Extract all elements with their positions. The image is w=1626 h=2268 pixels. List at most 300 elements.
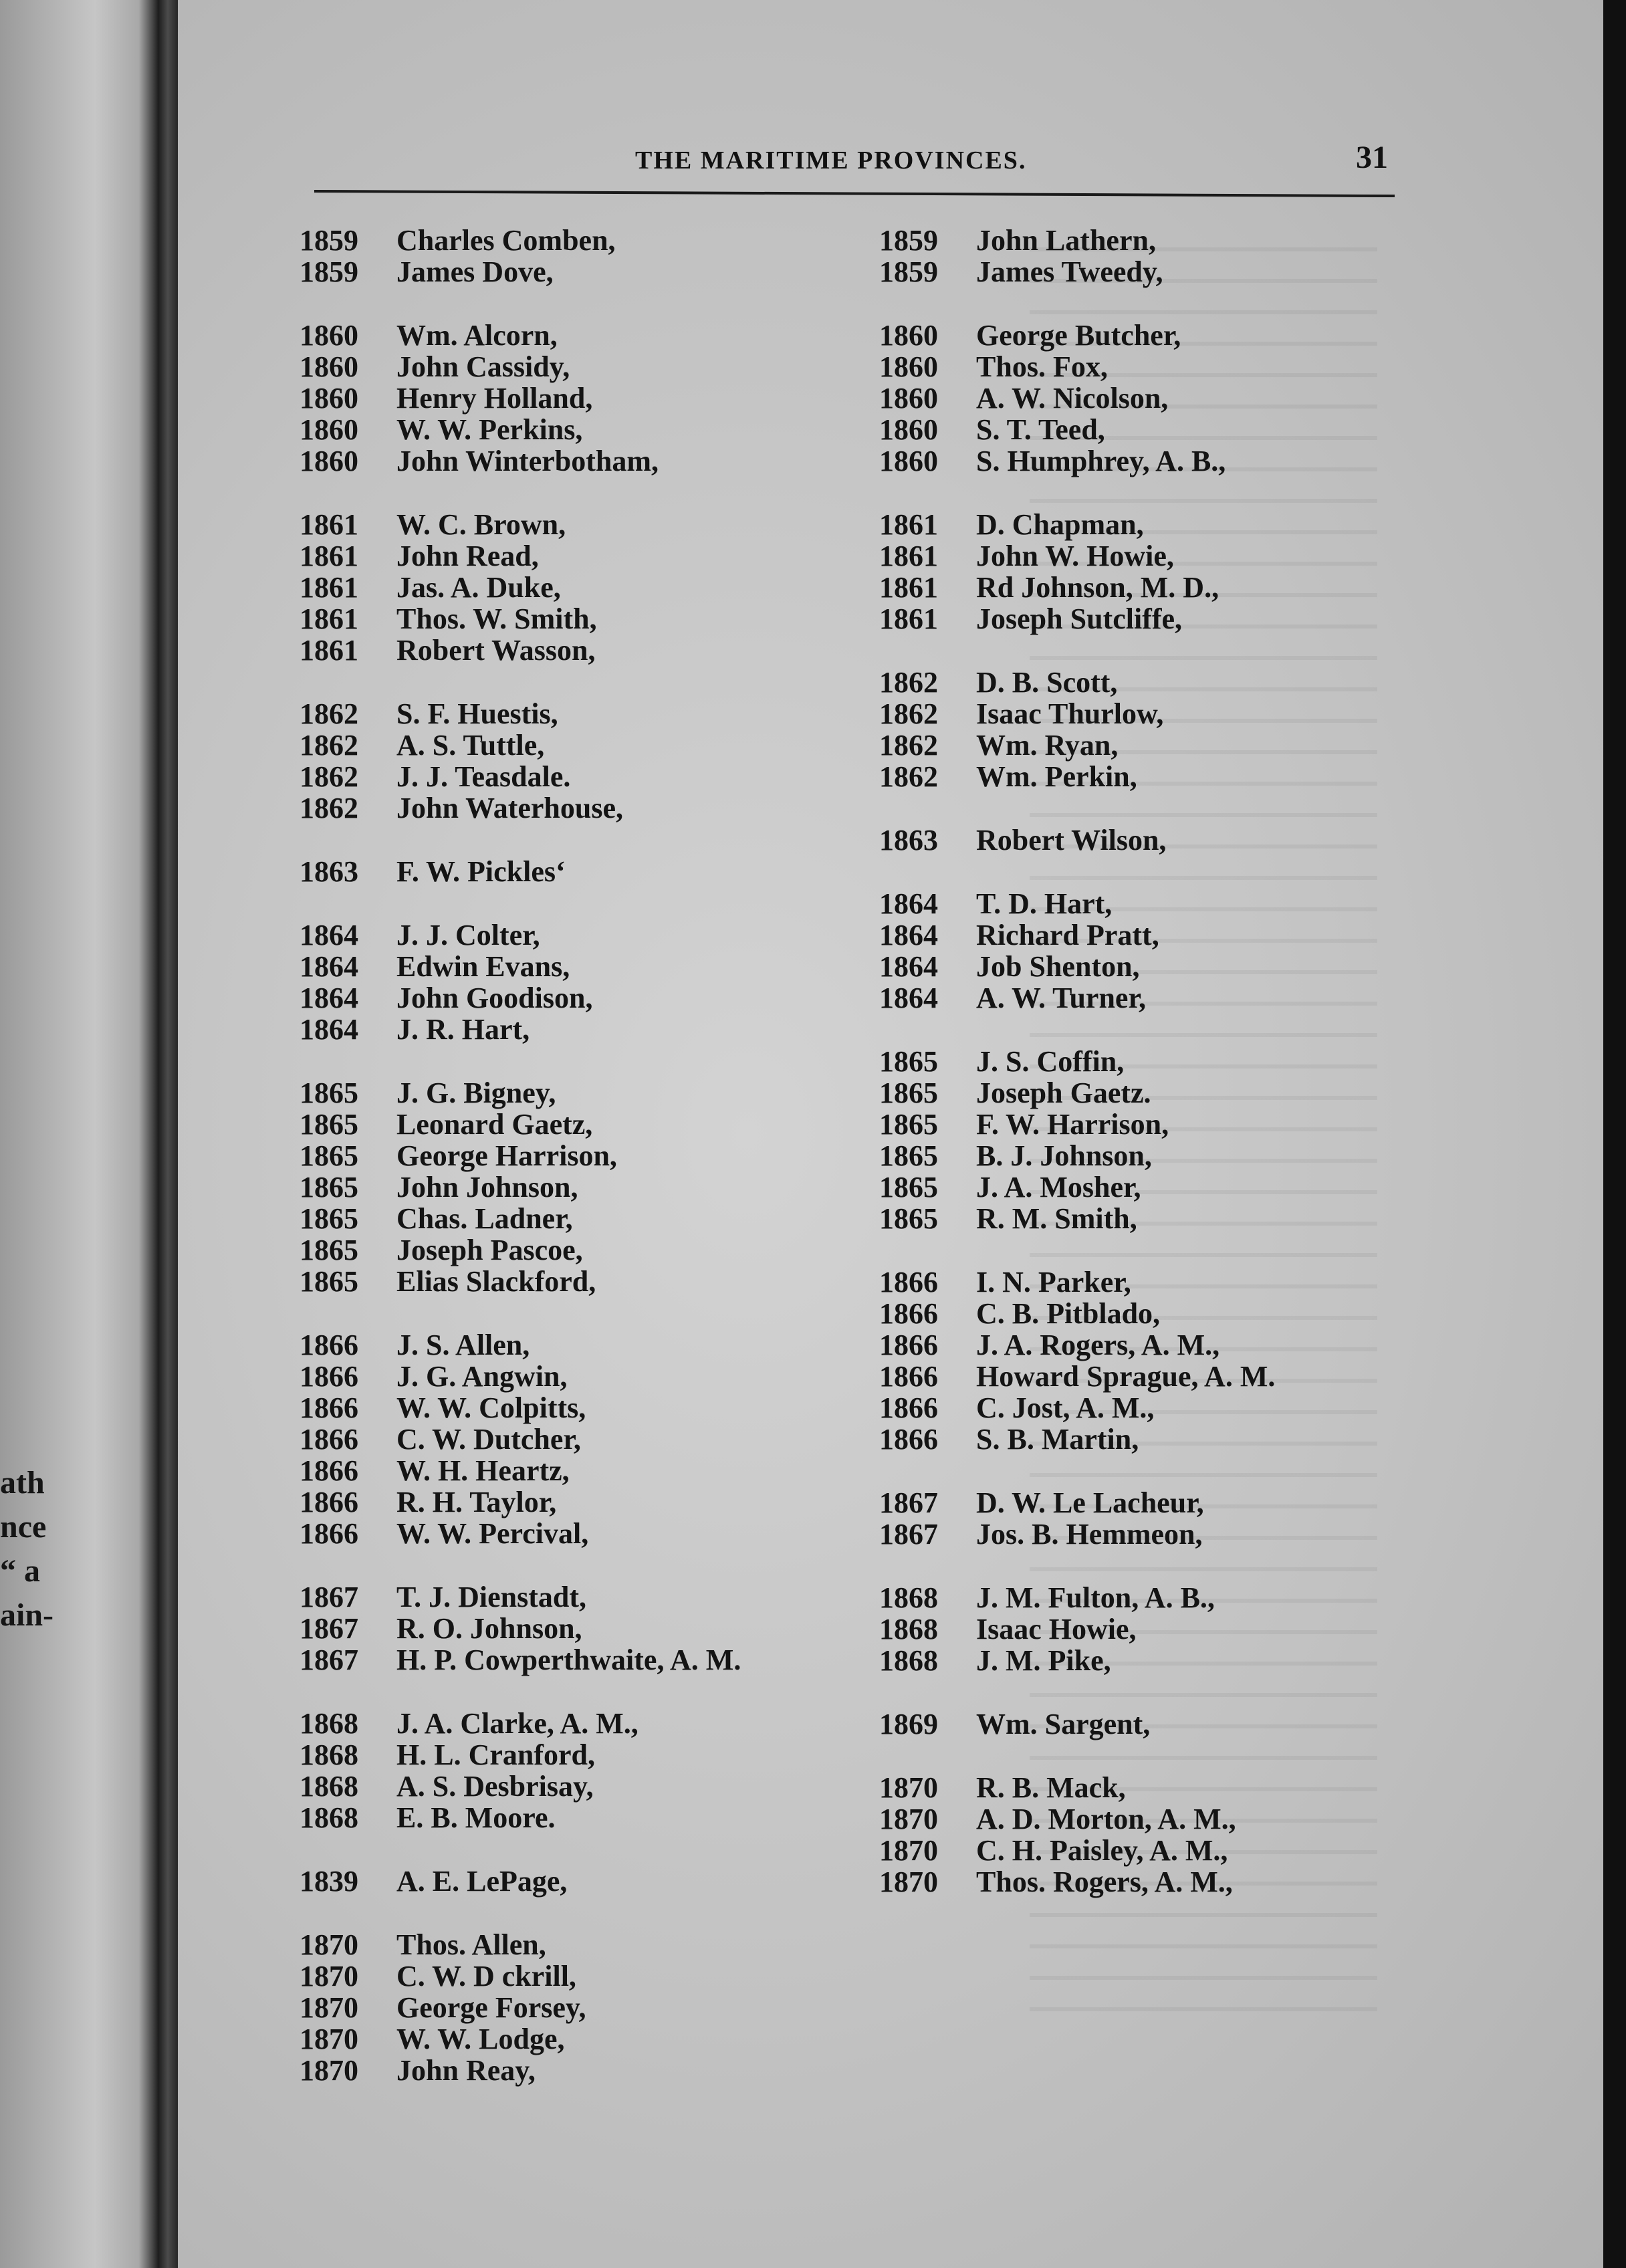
list-item <box>300 1455 741 1486</box>
entry-name: John Reay, <box>396 2054 536 2087</box>
entry-name: J. G. Angwin, <box>396 1360 568 1393</box>
entry-name: James Dove, <box>396 255 554 288</box>
list-item <box>300 856 741 887</box>
list-item <box>300 1392 741 1424</box>
entry-year: 1862 <box>300 760 358 793</box>
entry-year: 1866 <box>879 1423 938 1456</box>
entry-name: Wm. Sargent, <box>976 1708 1151 1740</box>
entry-name: John Goodison, <box>396 982 593 1014</box>
entry-year: 1870 <box>300 2023 358 2055</box>
list-item <box>300 919 741 951</box>
facing-page-fragment: ain- <box>0 1597 54 1633</box>
entry-year: 1861 <box>879 602 938 635</box>
entry-name: Isaac Howie, <box>976 1613 1137 1646</box>
entry-name: John Winterbotham, <box>396 445 659 477</box>
list-item <box>300 1644 741 1676</box>
facing-page-fragment: “ a <box>0 1553 40 1589</box>
entry-year: 1870 <box>300 1991 358 2024</box>
entry-name: D. B. Scott, <box>976 666 1118 699</box>
entry-year: 1860 <box>300 413 358 446</box>
page-number: 31 <box>1356 140 1388 175</box>
entry-year: 1866 <box>300 1486 358 1518</box>
entry-name: W. H. Heartz, <box>396 1454 570 1487</box>
entry-name: John W. Howie, <box>976 540 1174 572</box>
entry-year: 1865 <box>879 1171 938 1204</box>
entry-year: 1862 <box>879 729 938 762</box>
entry-year: 1861 <box>300 634 358 667</box>
list-item <box>879 1329 1275 1361</box>
list-item <box>879 1046 1275 1077</box>
list-item <box>300 1960 741 1992</box>
list-item <box>300 635 741 666</box>
entry-year: 1861 <box>300 571 358 604</box>
list-item <box>879 1424 1275 1455</box>
entry-name: R. B. Mack, <box>976 1771 1126 1804</box>
entry-year: 1868 <box>879 1644 938 1677</box>
entry-year: 1867 <box>879 1518 938 1551</box>
list-item <box>300 729 741 761</box>
entry-name: John Johnson, <box>396 1171 578 1204</box>
entry-year: 1864 <box>879 950 938 983</box>
list-item <box>879 1203 1275 1234</box>
list-item <box>879 1582 1275 1613</box>
entry-name: R. O. Johnson, <box>396 1612 582 1645</box>
list-item <box>879 888 1275 919</box>
entry-year: 1868 <box>879 1613 938 1646</box>
entry-name: S. Humphrey, A. B., <box>976 445 1226 477</box>
entry-year: 1861 <box>879 508 938 541</box>
entry-name: J. A. Rogers, A. M., <box>976 1329 1220 1361</box>
entry-name: W. W. Percival, <box>396 1517 589 1550</box>
entry-year: 1862 <box>300 697 358 730</box>
list-item <box>300 1329 741 1361</box>
entry-name: C. W. D ckrill, <box>396 1960 576 1993</box>
list-item <box>300 951 741 982</box>
list-item <box>879 256 1275 288</box>
entry-name: Wm. Perkin, <box>976 760 1137 793</box>
entry-name: Jas. A. Duke, <box>396 571 561 604</box>
entry-year: 1860 <box>300 319 358 352</box>
list-item <box>879 1708 1275 1740</box>
list-item <box>879 414 1275 445</box>
entry-name: Joseph Pascoe, <box>396 1234 583 1266</box>
list-item <box>300 1739 741 1771</box>
entry-name: W. W. Perkins, <box>396 413 583 446</box>
list-item <box>879 603 1275 635</box>
year-group <box>879 509 1275 635</box>
list-item <box>879 1487 1275 1518</box>
year-group <box>879 824 1275 856</box>
list-item <box>300 509 741 540</box>
list-item <box>300 1077 741 1109</box>
entry-name: James Tweedy, <box>976 255 1163 288</box>
list-item <box>300 1802 741 1833</box>
entry-name: E. B. Moore. <box>396 1801 556 1834</box>
list-item <box>879 1140 1275 1171</box>
year-group <box>879 888 1275 1014</box>
entry-year: 1866 <box>300 1329 358 1361</box>
entry-name: A. W. Nicolson, <box>976 382 1169 415</box>
year-group <box>879 320 1275 477</box>
year-group <box>879 1582 1275 1676</box>
entry-year: 1862 <box>879 697 938 730</box>
entry-name: R. M. Smith, <box>976 1202 1137 1235</box>
entry-year: 1865 <box>300 1234 358 1266</box>
entry-year: 1859 <box>300 255 358 288</box>
entry-year: 1866 <box>879 1266 938 1298</box>
entry-name: Charles Comben, <box>396 224 616 257</box>
entry-name: J. A. Clarke, A. M., <box>396 1707 638 1740</box>
entry-name: C. B. Pitblado, <box>976 1297 1161 1330</box>
list-item <box>879 1866 1275 1898</box>
entry-year: 1870 <box>300 1960 358 1993</box>
list-item <box>879 351 1275 382</box>
entry-year: 1864 <box>300 982 358 1014</box>
entry-year: 1864 <box>300 950 358 983</box>
year-group <box>879 1266 1275 1455</box>
list-item <box>300 351 741 382</box>
list-item <box>300 1266 741 1297</box>
year-group <box>300 698 741 824</box>
list-item <box>300 1708 741 1739</box>
entry-name: B. J. Johnson, <box>976 1139 1152 1172</box>
list-item <box>300 382 741 414</box>
list-item <box>300 792 741 824</box>
list-item <box>300 414 741 445</box>
entry-name: T. D. Hart, <box>976 887 1113 920</box>
entry-year: 1862 <box>879 760 938 793</box>
entry-name: Thos. Allen, <box>396 1928 546 1961</box>
list-item <box>300 1992 741 2023</box>
entry-year: 1860 <box>879 445 938 477</box>
list-item <box>300 256 741 288</box>
entry-year: 1864 <box>879 919 938 951</box>
entry-year: 1861 <box>300 508 358 541</box>
entry-year: 1860 <box>879 319 938 352</box>
entry-name: Thos. W. Smith, <box>396 602 597 635</box>
list-item <box>879 1613 1275 1645</box>
list-item <box>879 824 1275 856</box>
entry-year: 1860 <box>879 350 938 383</box>
list-item <box>300 1234 741 1266</box>
year-group <box>300 1581 741 1676</box>
entry-name: J. S. Coffin, <box>976 1045 1125 1078</box>
list-item <box>300 1771 741 1802</box>
entry-name: Joseph Gaetz. <box>976 1076 1151 1109</box>
entry-name: A. S. Desbrisay, <box>396 1770 594 1803</box>
list-item <box>879 1361 1275 1392</box>
entry-name: J. M. Pike, <box>976 1644 1111 1677</box>
list-item <box>300 1581 741 1613</box>
entry-name: C. Jost, A. M., <box>976 1391 1155 1424</box>
entry-name: Edwin Evans, <box>396 950 570 983</box>
entry-year: 1870 <box>879 1834 938 1867</box>
entry-name: J. G. Bigney, <box>396 1076 556 1109</box>
entry-name: D. Chapman, <box>976 508 1144 541</box>
list-item <box>879 1298 1275 1329</box>
entry-name: Job Shenton, <box>976 950 1140 983</box>
entry-year: 1867 <box>300 1612 358 1645</box>
entry-year: 1865 <box>879 1202 938 1235</box>
entry-year: 1862 <box>300 792 358 824</box>
year-group <box>300 1865 741 1897</box>
list-item <box>879 445 1275 477</box>
entry-name: J. J. Teasdale. <box>396 760 571 793</box>
list-item <box>300 225 741 256</box>
entry-year: 1860 <box>300 350 358 383</box>
list-item <box>300 1203 741 1234</box>
entry-name: Leonard Gaetz, <box>396 1108 593 1141</box>
entry-year: 1866 <box>879 1391 938 1424</box>
entry-year: 1859 <box>879 255 938 288</box>
list-item <box>300 761 741 792</box>
entry-year: 1860 <box>300 382 358 415</box>
list-item <box>879 1266 1275 1298</box>
entry-name: Richard Pratt, <box>976 919 1159 951</box>
entry-name: J. R. Hart, <box>396 1013 530 1046</box>
book-gutter <box>158 0 178 2268</box>
entry-name: A. W. Turner, <box>976 982 1146 1014</box>
entry-year: 1865 <box>300 1076 358 1109</box>
entry-year: 1861 <box>300 602 358 635</box>
entry-name: Thos. Rogers, A. M., <box>976 1865 1233 1898</box>
entry-name: I. N. Parker, <box>976 1266 1131 1298</box>
entry-name: A. E. LePage, <box>396 1865 568 1898</box>
entry-year: 1865 <box>300 1139 358 1172</box>
entry-name: R. H. Taylor, <box>396 1486 557 1518</box>
entry-year: 1866 <box>300 1517 358 1550</box>
list-item <box>300 1140 741 1171</box>
list-item <box>879 1835 1275 1866</box>
list-item <box>300 2055 741 2086</box>
entry-year: 1870 <box>879 1865 938 1898</box>
list-item <box>300 2023 741 2055</box>
list-item <box>879 540 1275 572</box>
entry-name: Robert Wilson, <box>976 824 1167 857</box>
entry-name: H. P. Cowperthwaite, A. M. <box>396 1643 741 1676</box>
entry-year: 1862 <box>300 729 358 762</box>
entry-year: 1859 <box>300 224 358 257</box>
entry-name: Chas. Ladner, <box>396 1202 573 1235</box>
entry-name: W. W. Lodge, <box>396 2023 565 2055</box>
entry-year: 1866 <box>300 1360 358 1393</box>
entry-year: 1866 <box>879 1329 938 1361</box>
list-item <box>300 1613 741 1644</box>
right-column <box>879 225 1275 1930</box>
entry-year: 1870 <box>879 1771 938 1804</box>
list-item <box>300 1109 741 1140</box>
entry-name: J. J. Colter, <box>396 919 540 951</box>
list-item <box>879 382 1275 414</box>
entry-year: 1860 <box>879 382 938 415</box>
list-item <box>300 1361 741 1392</box>
entry-name: F. W. Pickles‘ <box>396 855 566 888</box>
entry-year: 1865 <box>300 1108 358 1141</box>
entry-name: George Butcher, <box>976 319 1181 352</box>
entry-name: S. T. Teed, <box>976 413 1105 446</box>
facing-page-fragment: nce <box>0 1509 47 1545</box>
entry-name: W. C. Brown, <box>396 508 566 541</box>
entry-name: Rd Johnson, M. D., <box>976 571 1220 604</box>
entry-year: 1866 <box>300 1454 358 1487</box>
year-group <box>300 225 741 288</box>
list-item <box>879 1518 1275 1550</box>
entry-name: Wm. Alcorn, <box>396 319 558 352</box>
entry-year: 1864 <box>879 887 938 920</box>
entry-year: 1865 <box>879 1076 938 1109</box>
year-group <box>300 856 741 887</box>
entry-year: 1868 <box>879 1581 938 1614</box>
list-item <box>300 603 741 635</box>
list-item <box>879 1645 1275 1676</box>
entry-name: C. H. Paisley, A. M., <box>976 1834 1228 1867</box>
entry-year: 1867 <box>300 1581 358 1613</box>
entry-year: 1863 <box>300 855 358 888</box>
entry-year: 1864 <box>879 982 938 1014</box>
list-item <box>300 982 741 1014</box>
list-item <box>879 667 1275 698</box>
list-item <box>879 761 1275 792</box>
facing-page-text <box>0 1461 54 1637</box>
list-item <box>879 320 1275 351</box>
facing-page <box>0 0 158 2268</box>
list-item <box>879 1772 1275 1803</box>
list-item <box>879 1077 1275 1109</box>
entry-year: 1870 <box>879 1803 938 1835</box>
year-group <box>300 919 741 1045</box>
left-column <box>300 225 741 2118</box>
year-group <box>300 320 741 477</box>
entry-year: 1867 <box>879 1486 938 1519</box>
entry-year: 1866 <box>300 1423 358 1456</box>
entry-year: 1860 <box>879 413 938 446</box>
entry-year: 1864 <box>300 1013 358 1046</box>
scan-edge <box>1603 0 1626 2268</box>
entry-year: 1866 <box>879 1360 938 1393</box>
entry-year: 1865 <box>879 1108 938 1141</box>
entry-name: John Read, <box>396 540 539 572</box>
entry-name: John Lathern, <box>976 224 1156 257</box>
entry-year: 1839 <box>300 1865 358 1898</box>
running-head: THE MARITIME PROVINCES. <box>635 146 1027 175</box>
entry-name: Jos. B. Hemmeon, <box>976 1518 1203 1551</box>
entry-year: 1865 <box>879 1045 938 1078</box>
entry-name: H. L. Cranford, <box>396 1738 595 1771</box>
list-item <box>300 1014 741 1045</box>
entry-year: 1862 <box>879 666 938 699</box>
entry-name: A. D. Morton, A. M., <box>976 1803 1236 1835</box>
entry-name: Wm. Ryan, <box>976 729 1119 762</box>
year-group <box>300 1708 741 1833</box>
list-item <box>879 1803 1275 1835</box>
year-group <box>879 1708 1275 1740</box>
entry-name: D. W. Le Lacheur, <box>976 1486 1204 1519</box>
entry-name: Thos. Fox, <box>976 350 1108 383</box>
entry-year: 1869 <box>879 1708 938 1740</box>
entry-name: J. S. Allen, <box>396 1329 530 1361</box>
year-group <box>300 1077 741 1297</box>
year-group <box>300 1329 741 1549</box>
entry-year: 1868 <box>300 1770 358 1803</box>
entry-name: George Harrison, <box>396 1139 617 1172</box>
list-item <box>300 1486 741 1518</box>
entry-name: T. J. Dienstadt, <box>396 1581 586 1613</box>
entry-name: F. W. Harrison, <box>976 1108 1169 1141</box>
list-item <box>879 1392 1275 1424</box>
entry-name: Joseph Sutcliffe, <box>976 602 1182 635</box>
entry-name: George Forsey, <box>396 1991 586 2024</box>
entry-year: 1861 <box>879 540 938 572</box>
entry-name: John Cassidy, <box>396 350 570 383</box>
year-group <box>879 1046 1275 1234</box>
entry-year: 1865 <box>300 1265 358 1298</box>
entry-year: 1870 <box>300 2054 358 2087</box>
year-group <box>300 1929 741 2086</box>
year-group <box>879 667 1275 792</box>
year-group <box>879 1487 1275 1550</box>
entry-name: J. A. Mosher, <box>976 1171 1141 1204</box>
list-item <box>300 1424 741 1455</box>
list-item <box>879 225 1275 256</box>
list-item <box>879 1171 1275 1203</box>
entry-year: 1867 <box>300 1643 358 1676</box>
facing-page-fragment: ath <box>0 1465 45 1500</box>
entry-year: 1861 <box>300 540 358 572</box>
year-group <box>879 1772 1275 1898</box>
entry-year: 1860 <box>300 445 358 477</box>
list-item <box>300 1929 741 1960</box>
entry-year: 1868 <box>300 1738 358 1771</box>
list-item <box>879 729 1275 761</box>
list-item <box>300 1518 741 1549</box>
entry-year: 1870 <box>300 1928 358 1961</box>
list-item <box>879 1109 1275 1140</box>
list-item <box>300 320 741 351</box>
entry-name: J. M. Fulton, A. B., <box>976 1581 1215 1614</box>
list-item <box>879 509 1275 540</box>
entry-name: C. W. Dutcher, <box>396 1423 581 1456</box>
entry-name: Robert Wasson, <box>396 634 596 667</box>
entry-name: S. F. Huestis, <box>396 697 558 730</box>
entry-year: 1868 <box>300 1707 358 1740</box>
entry-name: W. W. Colpitts, <box>396 1391 586 1424</box>
entry-year: 1865 <box>300 1202 358 1235</box>
entry-name: Isaac Thurlow, <box>976 697 1164 730</box>
list-item <box>300 540 741 572</box>
list-item <box>879 919 1275 951</box>
list-item <box>300 1171 741 1203</box>
entry-year: 1859 <box>879 224 938 257</box>
list-item <box>879 982 1275 1014</box>
entry-year: 1863 <box>879 824 938 857</box>
entry-year: 1866 <box>300 1391 358 1424</box>
entry-name: S. B. Martin, <box>976 1423 1139 1456</box>
list-item <box>300 1865 741 1897</box>
entry-year: 1865 <box>879 1139 938 1172</box>
list-item <box>300 572 741 603</box>
year-group <box>879 225 1275 288</box>
entry-year: 1866 <box>879 1297 938 1330</box>
entry-year: 1868 <box>300 1801 358 1834</box>
entry-name: Howard Sprague, A. M. <box>976 1360 1276 1393</box>
year-group <box>300 509 741 666</box>
entry-name: John Waterhouse, <box>396 792 624 824</box>
entry-year: 1861 <box>879 571 938 604</box>
list-item <box>300 445 741 477</box>
list-item <box>879 951 1275 982</box>
entry-year: 1865 <box>300 1171 358 1204</box>
entry-name: Elias Slackford, <box>396 1265 596 1298</box>
